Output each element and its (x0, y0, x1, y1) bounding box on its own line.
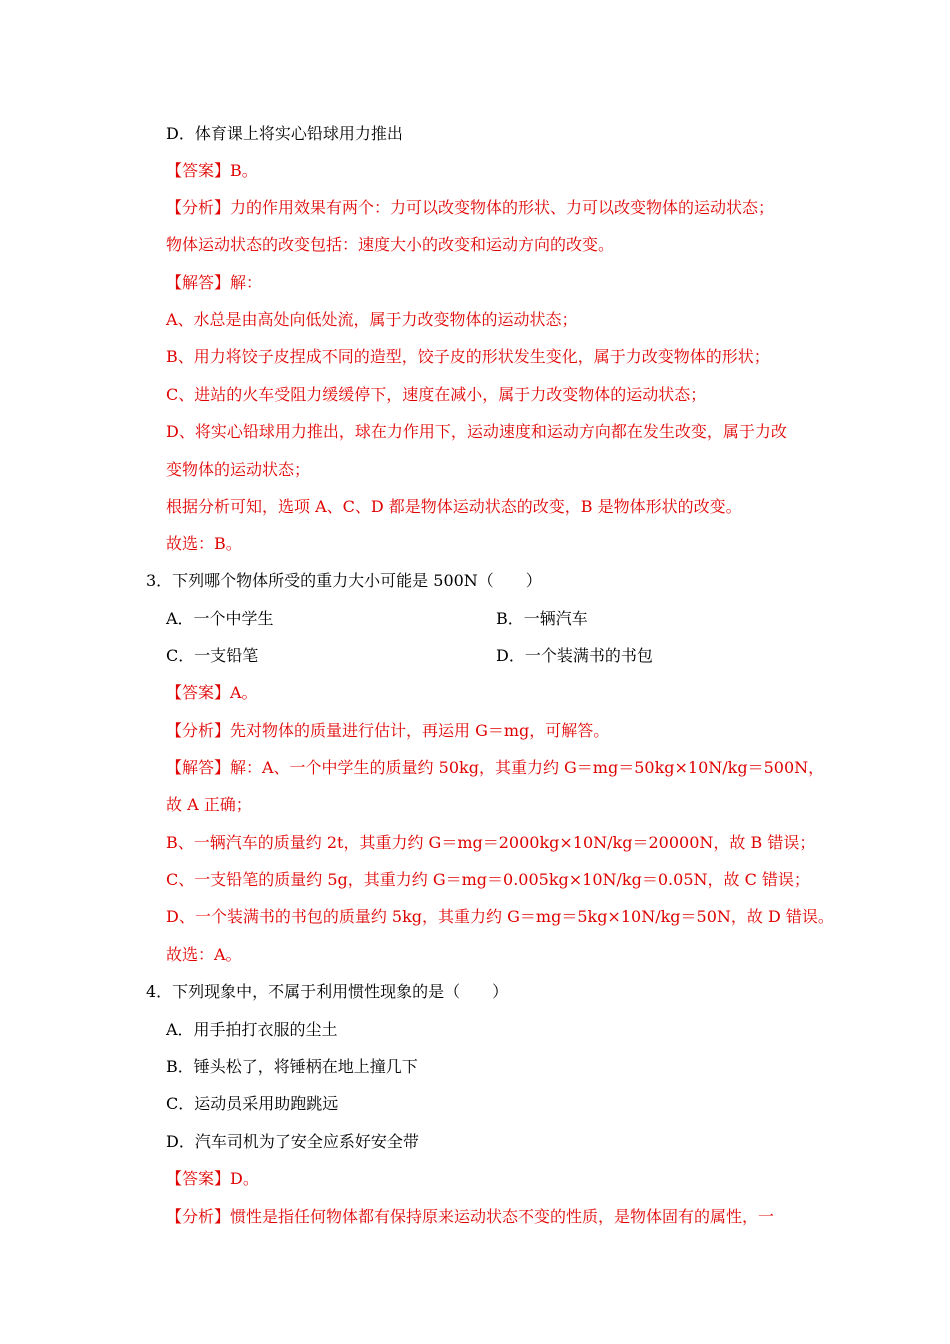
q3-solution-a-line-1: 【解答】解：A、一个中学生的质量约 50kg，其重力约 G＝mg＝50kg×10N/kg＝500N， (166, 758, 825, 777)
q2-conclusion: 根据分析可知，选项 A、C、D 都是物体运动状态的改变，B 是物体形状的改变。 (166, 497, 742, 516)
q4-answer: 【答案】D。 (166, 1169, 259, 1188)
q3-answer: 【答案】A。 (166, 683, 258, 702)
q2-choice: 故选：B。 (166, 534, 242, 553)
q2-solution-a: A、水总是由高处向低处流，属于力改变物体的运动状态； (166, 310, 578, 329)
q2-option-d: D．体育课上将实心铅球用力推出 (166, 124, 403, 143)
q2-solution-d-line-2: 变物体的运动状态； (166, 460, 311, 479)
q3-stem: 3．下列哪个物体所受的重力大小可能是 500N（ ） (146, 571, 542, 590)
q3-solution-a-line-2: 故 A 正确； (166, 795, 252, 814)
q4-option-a: A．用手拍打衣服的尘土 (166, 1020, 338, 1039)
q4-option-b: B．锤头松了，将锤柄在地上撞几下 (166, 1057, 418, 1076)
q2-analysis-line-2: 物体运动状态的改变包括：速度大小的改变和运动方向的改变。 (166, 235, 615, 254)
q2-answer: 【答案】B。 (166, 161, 258, 180)
q2-analysis-line-1: 【分析】力的作用效果有两个：力可以改变物体的形状、力可以改变物体的运动状态； (166, 198, 775, 217)
q2-solution-heading: 【解答】解： (166, 273, 263, 292)
q3-option-d: D．一个装满书的书包 (496, 646, 653, 665)
q3-option-a: A．一个中学生 (166, 609, 274, 628)
q4-option-d: D．汽车司机为了安全应系好安全带 (166, 1132, 419, 1151)
q3-option-b: B．一辆汽车 (496, 609, 588, 628)
q2-solution-c: C、进站的火车受阻力缓缓停下，速度在减小，属于力改变物体的运动状态； (166, 385, 707, 404)
q4-stem: 4．下列现象中，不属于利用惯性现象的是（ ） (146, 982, 509, 1001)
q2-solution-d-line-1: D、将实心铅球用力推出，球在力作用下，运动速度和运动方向都在发生改变，属于力改 (166, 422, 787, 441)
q3-solution-b: B、一辆汽车的质量约 2t，其重力约 G＝mg＝2000kg×10N/kg＝20000N，故 B 错误； (166, 833, 816, 852)
q3-choice: 故选：A。 (166, 945, 242, 964)
q4-option-c: C．运动员采用助跑跳远 (166, 1094, 339, 1113)
q4-analysis: 【分析】惯性是指任何物体都有保持原来运动状态不变的性质，是物体固有的属性，一 (166, 1207, 775, 1226)
q3-solution-d: D、一个装满书的书包的质量约 5kg，其重力约 G＝mg＝5kg×10N/kg＝50N，故 D 错误。 (166, 907, 834, 926)
q3-analysis: 【分析】先对物体的质量进行估计，再运用 G＝mg，可解答。 (166, 721, 610, 740)
q3-solution-c: C、一支铅笔的质量约 5g，其重力约 G＝mg＝0.005kg×10N/kg＝0.05N，故 C 错误； (166, 870, 810, 889)
q2-solution-b: B、用力将饺子皮捏成不同的造型，饺子皮的形状发生变化，属于力改变物体的形状； (166, 347, 770, 366)
q3-option-c: C．一支铅笔 (166, 646, 259, 665)
